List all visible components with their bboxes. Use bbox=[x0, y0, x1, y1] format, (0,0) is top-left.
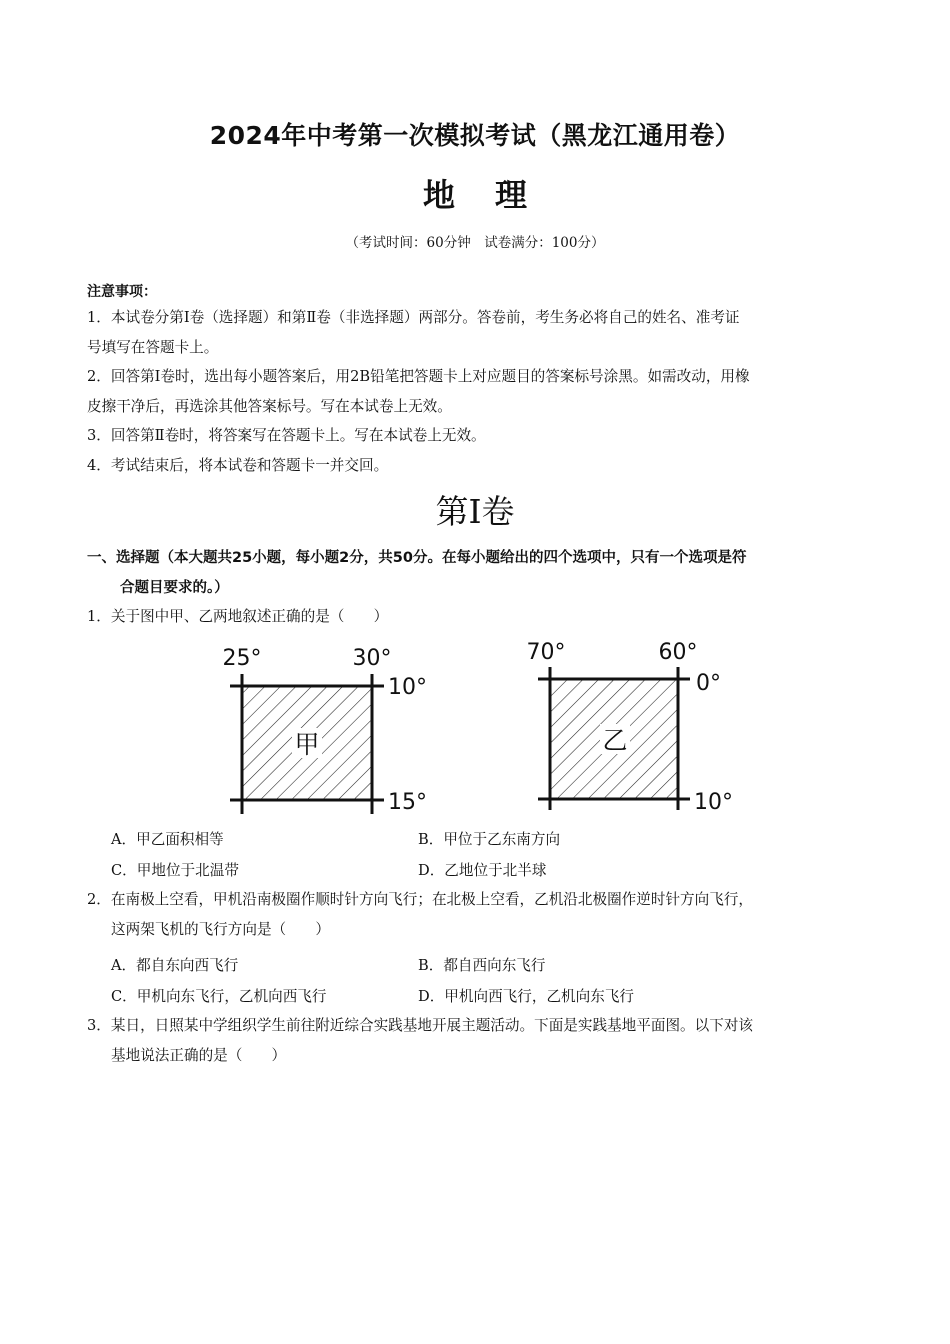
question-stem-line: 1．关于图中甲、乙两地叙述正确的是（ ） bbox=[87, 608, 389, 625]
q2-option-a: A．都自东向西飞行 bbox=[111, 957, 239, 974]
note-line: 4．考试结束后，将本试卷和答题卡一并交回。 bbox=[87, 457, 389, 474]
exam-info: （考试时间：60分钟 试卷满分：100分） bbox=[345, 235, 605, 251]
subject-title bbox=[0, 170, 950, 216]
note-line: 2．回答第Ⅰ卷时，选出每小题答案后，用2B铅笔把答题卡上对应题目的答案标号涂黑。如需改动，用橡 bbox=[87, 368, 750, 385]
note-item-2 bbox=[87, 362, 867, 422]
q1-option-a: A．甲乙面积相等 bbox=[111, 831, 224, 848]
q1-option-b: B．甲位于乙东南方向 bbox=[418, 831, 561, 848]
q2-option-b: B．都自西向东飞行 bbox=[418, 957, 546, 974]
yi-lat-bottom: 10° bbox=[694, 790, 733, 815]
note-line: 号填写在答题卡上。 bbox=[87, 339, 219, 356]
note-line: 1．本试卷分第Ⅰ卷（选择题）和第Ⅱ卷（非选择题）两部分。答卷前，考生务必将自己的姓名、准考证 bbox=[87, 309, 740, 326]
jia-label: 甲 bbox=[294, 730, 320, 759]
question-1-figure bbox=[210, 632, 750, 822]
q2-option-d: D．甲机向西飞行，乙机向东飞行 bbox=[418, 988, 635, 1005]
notes-heading: 注意事项： bbox=[87, 284, 157, 300]
q1-option-c: C．甲地位于北温带 bbox=[111, 862, 239, 879]
yi-lon-right: 60° bbox=[658, 640, 698, 665]
jia-lat-bottom: 15° bbox=[388, 790, 427, 815]
note-item-3 bbox=[87, 421, 867, 451]
section-line-2: 合题目要求的。） bbox=[120, 580, 229, 596]
q1-option-d: D．乙地位于北半球 bbox=[418, 862, 547, 879]
yi-label: 乙 bbox=[602, 726, 628, 755]
note-line: 3．回答第Ⅱ卷时，将答案写在答题卡上。写在本试卷上无效。 bbox=[87, 427, 486, 444]
question-stem-line: 这两架飞机的飞行方向是（ ） bbox=[111, 921, 330, 938]
question-stem-line: 3．某日，日照某中学组织学生前往附近综合实践基地开展主题活动。下面是实践基地平面图。以下对该 bbox=[87, 1017, 754, 1034]
figure-left-jia bbox=[223, 646, 428, 815]
question-stem-line: 基地说法正确的是（ ） bbox=[111, 1047, 287, 1064]
section-heading bbox=[87, 543, 877, 603]
jia-lon-left: 25° bbox=[222, 646, 262, 671]
note-line: 皮擦干净后，再选涂其他答案标号。写在本试卷上无效。 bbox=[87, 398, 452, 415]
yi-lon-left: 70° bbox=[526, 640, 566, 665]
volume-title: 第Ⅰ卷 bbox=[435, 492, 515, 531]
yi-lat-top: 0° bbox=[696, 671, 721, 696]
exam-title: 2024年中考第一次模拟考试（黑龙江通用卷） bbox=[209, 121, 741, 150]
section-line-1: 一、选择题（本大题共25小题，每小题2分，共50分。在每小题给出的四个选项中，只有一个选项是符 bbox=[87, 550, 747, 566]
question-2-stem bbox=[87, 885, 877, 945]
subject-char-2: 理 bbox=[495, 176, 528, 214]
note-item-1 bbox=[87, 303, 867, 363]
figure-right-yi bbox=[527, 640, 734, 815]
jia-lat-top: 10° bbox=[388, 675, 427, 700]
question-3-stem bbox=[87, 1011, 877, 1071]
q2-option-c: C．甲机向东飞行，乙机向西飞行 bbox=[111, 988, 327, 1005]
question-1-stem bbox=[87, 602, 877, 632]
subject-char-1: 地 bbox=[422, 176, 455, 214]
question-stem-line: 2．在南极上空看，甲机沿南极圈作顺时针方向飞行；在北极上空看，乙机沿北极圈作逆时针方向飞行， bbox=[87, 891, 754, 908]
note-item-4 bbox=[87, 451, 867, 481]
jia-lon-right: 30° bbox=[352, 646, 392, 671]
